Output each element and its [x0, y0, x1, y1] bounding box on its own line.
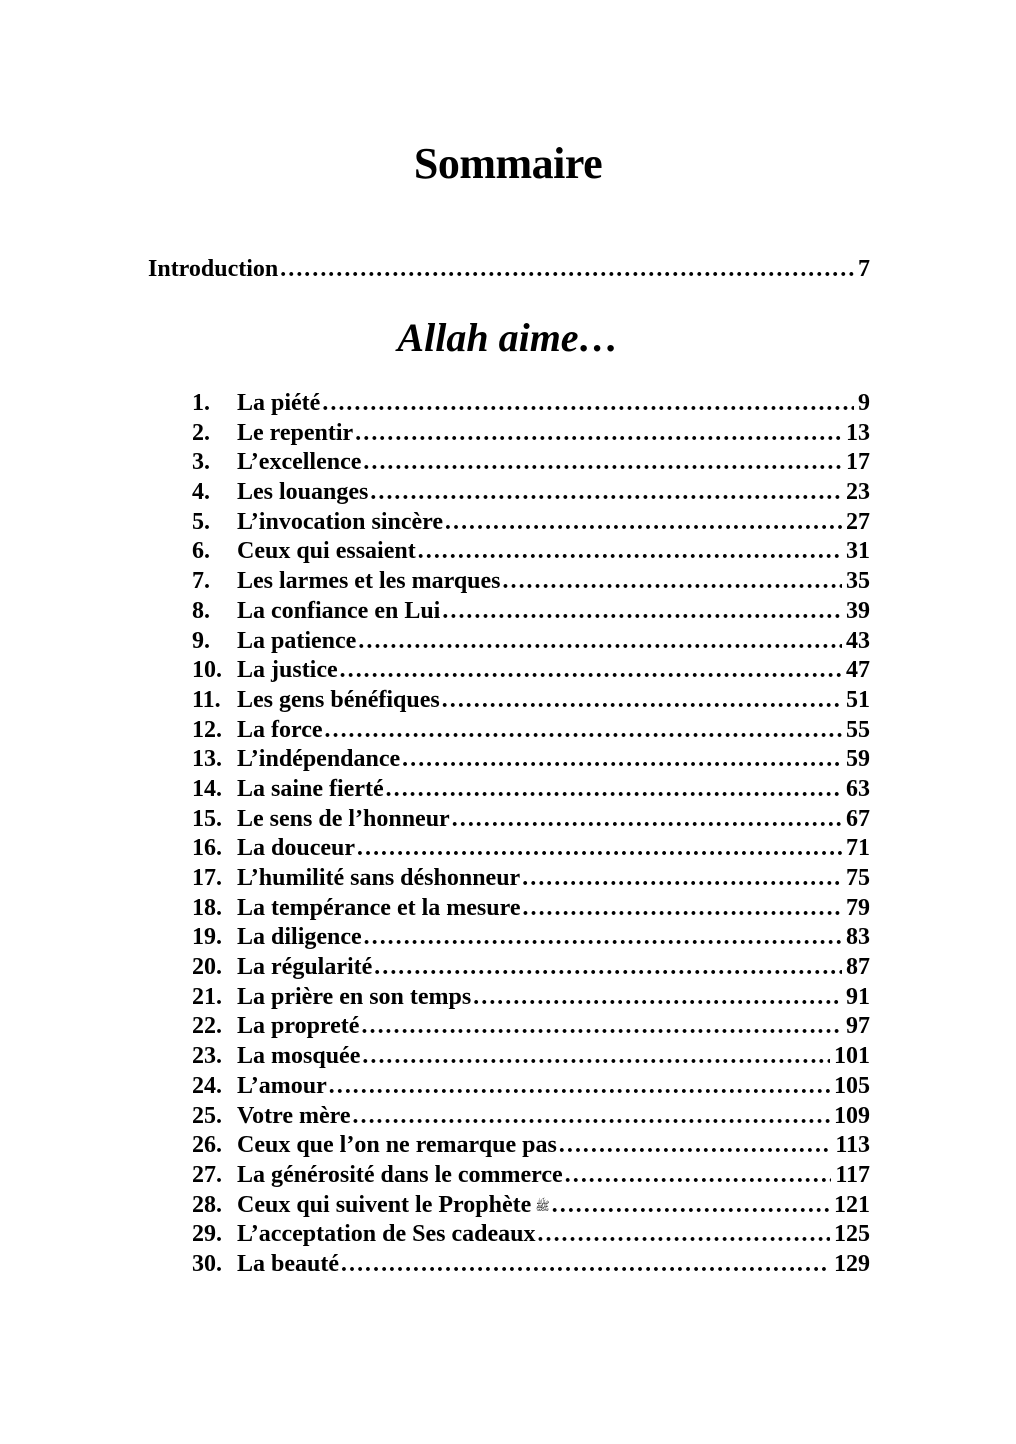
toc-entry-label-text: L’indépendance: [237, 746, 401, 773]
dot-leader: [444, 508, 842, 538]
toc-list: [192, 389, 870, 1280]
toc-entry-number: 12.: [192, 716, 222, 743]
toc-entry-page: 9: [858, 390, 870, 416]
toc-entry-number: 23.: [192, 1043, 222, 1070]
dot-leader: [357, 627, 842, 657]
toc-entry[interactable]: [192, 894, 870, 924]
toc-entry-label-text: La régularité: [237, 954, 373, 981]
toc-entry[interactable]: [192, 1102, 870, 1132]
toc-entry-number: 5.: [192, 508, 210, 535]
toc-entry-page: 87: [846, 954, 870, 981]
toc-entry-number: 8.: [192, 597, 210, 624]
toc-entry-page: 27: [846, 508, 870, 535]
toc-entry-label-text: La patience: [237, 627, 357, 654]
toc-entry-number: 3.: [192, 449, 210, 476]
toc-entry-page: 125: [834, 1221, 870, 1248]
toc-entry-page: 105: [834, 1072, 870, 1099]
toc-entry-label: [237, 1161, 563, 1191]
toc-entry-number: 16.: [192, 835, 222, 862]
toc-entry-label: [237, 953, 372, 983]
dot-leader: [339, 656, 842, 686]
toc-entry-label-text: La propreté: [237, 1013, 360, 1040]
dot-leader: [362, 448, 842, 478]
dot-leader: [472, 983, 842, 1013]
toc-entry-label-text: La prière en son temps: [237, 983, 472, 1010]
toc-entry-label-text: Les larmes et les marques: [237, 568, 501, 595]
toc-entry-page: 51: [846, 686, 870, 713]
toc-entry-number: 11.: [192, 686, 221, 713]
dot-leader: [401, 745, 842, 775]
toc-entry[interactable]: [192, 419, 870, 449]
dot-leader: [564, 1161, 832, 1191]
toc-entry-number: 7.: [192, 568, 210, 595]
toc-entry-number: 28.: [192, 1191, 222, 1218]
toc-entry-label: [237, 745, 400, 775]
toc-entry-label: [237, 597, 440, 627]
toc-entry-number: 22.: [192, 1013, 222, 1040]
toc-entry-number: 27.: [192, 1161, 222, 1188]
toc-entry-label-text: La confiance en Lui: [237, 597, 441, 624]
toc-entry[interactable]: [192, 478, 870, 508]
toc-entry-label-text: La générosité dans le commerce: [237, 1161, 563, 1188]
dot-leader: [417, 537, 842, 567]
toc-entry-number: 19.: [192, 924, 222, 951]
toc-entry-label-text: La justice: [237, 657, 338, 684]
toc-entry[interactable]: [192, 686, 870, 716]
dot-leader: [361, 1042, 830, 1072]
toc-entry[interactable]: [192, 745, 870, 775]
dot-leader: [356, 834, 842, 864]
toc-entry-page: 121: [834, 1191, 870, 1218]
toc-entry-page: 129: [834, 1250, 870, 1277]
toc-entry-number: 25.: [192, 1102, 222, 1129]
page-title: Sommaire: [413, 139, 603, 188]
toc-entry[interactable]: [192, 627, 870, 657]
toc-entry-number: 20.: [192, 954, 222, 981]
dot-leader: [340, 1250, 830, 1280]
toc-entry-label: [237, 1102, 351, 1132]
toc-entry-label-text: L’acceptation de Ses cadeaux: [237, 1221, 536, 1248]
toc-entry[interactable]: [192, 805, 870, 835]
toc-entry-label-text: Votre mère: [237, 1102, 351, 1129]
toc-entry[interactable]: [192, 716, 870, 746]
toc-entry-label: [237, 716, 323, 746]
toc-entry-number: 14.: [192, 775, 222, 802]
toc-entry-label: [237, 805, 450, 835]
toc-entry-page: 97: [846, 1013, 870, 1040]
dot-leader: [536, 1220, 830, 1250]
toc-entry[interactable]: [192, 1012, 870, 1042]
toc-entry-label-text: Les louanges: [237, 479, 369, 506]
toc-entry-page: 47: [846, 657, 870, 684]
toc-entry[interactable]: [192, 775, 870, 805]
toc-entry-label-text: L’excellence: [237, 449, 362, 476]
toc-entry-page: 35: [846, 568, 870, 595]
toc-entry-label-text: L’invocation sincère: [237, 508, 444, 535]
toc-entry-page: 101: [834, 1043, 870, 1070]
toc-entry-label-text: La beauté: [237, 1250, 339, 1277]
toc-entry-label: [237, 537, 416, 567]
toc-entry-label-text: La tempérance et la mesure: [237, 894, 521, 921]
dot-leader: [385, 775, 842, 805]
toc-entry-number: 1.: [192, 390, 210, 416]
toc-entry-label: [237, 1072, 327, 1102]
toc-entry-label: [237, 627, 356, 657]
toc-entry-page: 63: [846, 775, 870, 802]
toc-entry-number: 6.: [192, 538, 210, 565]
toc-entry-label: [237, 656, 338, 686]
toc-entry-number: 24.: [192, 1072, 222, 1099]
toc-entry-page: 59: [846, 746, 870, 773]
toc-entry-page: 75: [846, 865, 870, 891]
toc-introduction-row[interactable]: [148, 256, 870, 283]
toc-entry-label: [237, 923, 362, 953]
honorific-symbol: ﷺ: [535, 1198, 550, 1213]
toc-entry-label: [237, 448, 361, 478]
toc-entry[interactable]: [192, 1220, 870, 1250]
toc-entry-label: [237, 1250, 339, 1280]
dot-leader: [521, 864, 842, 894]
dot-leader: [373, 953, 842, 983]
toc-entry-label-text: Ceux que l’on ne remarque pas: [237, 1132, 557, 1159]
toc-entry-number: 13.: [192, 746, 222, 773]
toc-entry-label: [237, 419, 353, 449]
toc-entry[interactable]: [192, 1191, 870, 1221]
dot-leader: [558, 1131, 832, 1161]
toc-entry-page: 67: [846, 805, 870, 832]
toc-entry[interactable]: [192, 834, 870, 864]
toc-entry-label-text: Le sens de l’honneur: [237, 805, 450, 832]
toc-entry-page: 113: [835, 1132, 870, 1159]
toc-entry-number: 10.: [192, 657, 222, 684]
toc-entry-number: 26.: [192, 1132, 222, 1159]
toc-entry-page: 91: [846, 983, 870, 1010]
dot-leader: [321, 389, 854, 419]
dot-leader: [352, 1102, 830, 1132]
toc-entry-label: [237, 508, 443, 538]
toc-entry-page: 31: [846, 538, 870, 565]
toc-entry[interactable]: [192, 537, 870, 567]
toc-entry[interactable]: [192, 864, 870, 894]
toc-entry-label: [237, 567, 501, 597]
toc-entry-label-text: La piété: [237, 390, 321, 416]
dot-leader: [369, 478, 842, 508]
toc-entry-number: 21.: [192, 983, 222, 1010]
toc-entry-label-text: La diligence: [237, 924, 362, 951]
toc-entry[interactable]: [192, 1250, 870, 1280]
toc-entry-label: [237, 478, 368, 508]
toc-entry-page: 79: [846, 894, 870, 921]
toc-introduction-label: Introduction: [148, 256, 279, 282]
dot-leader: [441, 686, 842, 716]
toc-entry[interactable]: [192, 448, 870, 478]
dot-leader: [451, 805, 842, 835]
toc-entry-number: 17.: [192, 865, 222, 891]
toc-entry-label: [237, 834, 355, 864]
dot-leader: [324, 716, 842, 746]
toc-entry-page: 17: [846, 449, 870, 476]
toc-entry-label: [237, 389, 320, 419]
toc-entry-label: [237, 1012, 359, 1042]
toc-entry-label-text: La douceur: [237, 835, 356, 862]
toc-entry-page: 23: [846, 479, 870, 506]
toc-entry-label: [237, 983, 471, 1013]
toc-introduction-page: 7: [858, 256, 870, 282]
dot-leader: [360, 1012, 842, 1042]
toc-entry-number: 30.: [192, 1250, 222, 1277]
toc-entry-number: 29.: [192, 1221, 222, 1248]
toc-entry[interactable]: [192, 983, 870, 1013]
toc-entry-label-text: Ceux qui essaient: [237, 538, 416, 565]
toc-entry-label-text: L’humilité sans déshonneur: [237, 865, 521, 891]
toc-entry-number: 4.: [192, 479, 210, 506]
toc-entry-number: 15.: [192, 805, 222, 832]
toc-entry-number: 18.: [192, 894, 222, 921]
toc-entry[interactable]: [192, 1161, 870, 1191]
toc-entry-page: 109: [834, 1102, 870, 1129]
toc-entry-label: [237, 894, 520, 924]
toc-entry[interactable]: [192, 1131, 870, 1161]
dot-leader: [502, 567, 842, 597]
toc-entry-label: [237, 864, 520, 894]
toc-entry-label-text: Le repentir: [237, 419, 354, 446]
toc-entry[interactable]: [192, 1072, 870, 1102]
toc-entry-label-text: Ceux qui suivent le Prophète: [237, 1191, 532, 1218]
toc-entry-page: 55: [846, 716, 870, 743]
toc-entry[interactable]: [192, 1042, 870, 1072]
toc-entry-label-text: La force: [237, 716, 323, 743]
toc-entry-label: [237, 1220, 535, 1250]
toc-entry-label: [237, 1042, 360, 1072]
dot-leader: [354, 419, 842, 449]
toc-entry-page: 43: [846, 627, 870, 654]
toc-entry-label: [237, 1131, 557, 1161]
toc-entry-label-text: La mosquée: [237, 1043, 361, 1070]
toc-entry[interactable]: [192, 923, 870, 953]
toc-entry-page: 83: [846, 924, 870, 951]
toc-entry-label-text: La saine fierté: [237, 775, 384, 802]
dot-leader: [279, 256, 854, 283]
dot-leader: [551, 1191, 830, 1221]
dot-leader: [328, 1072, 830, 1102]
toc-entry[interactable]: [192, 508, 870, 538]
toc-entry-label: [237, 1191, 550, 1222]
section-title: Allah aime…: [397, 315, 619, 360]
toc-entry-page: 71: [846, 835, 870, 862]
toc-entry[interactable]: [192, 567, 870, 597]
toc-entry-label: [237, 686, 440, 716]
toc-entry-label-text: L’amour: [237, 1072, 327, 1099]
toc-entry-number: 9.: [192, 627, 210, 654]
toc-entry-page: 39: [846, 597, 870, 624]
toc-entry[interactable]: [192, 953, 870, 983]
toc-entry-page: 13: [846, 419, 870, 446]
toc-entry-label-text: Les gens bénéfiques: [237, 686, 440, 713]
dot-leader: [521, 894, 842, 924]
toc-entry-page: 117: [835, 1161, 870, 1188]
toc-entry[interactable]: [192, 656, 870, 686]
dot-leader: [363, 923, 842, 953]
toc-entry-number: 2.: [192, 419, 210, 446]
toc-entry-label: [237, 775, 384, 805]
toc-entry[interactable]: [192, 597, 870, 627]
toc-entry[interactable]: [192, 389, 870, 419]
dot-leader: [441, 597, 842, 627]
